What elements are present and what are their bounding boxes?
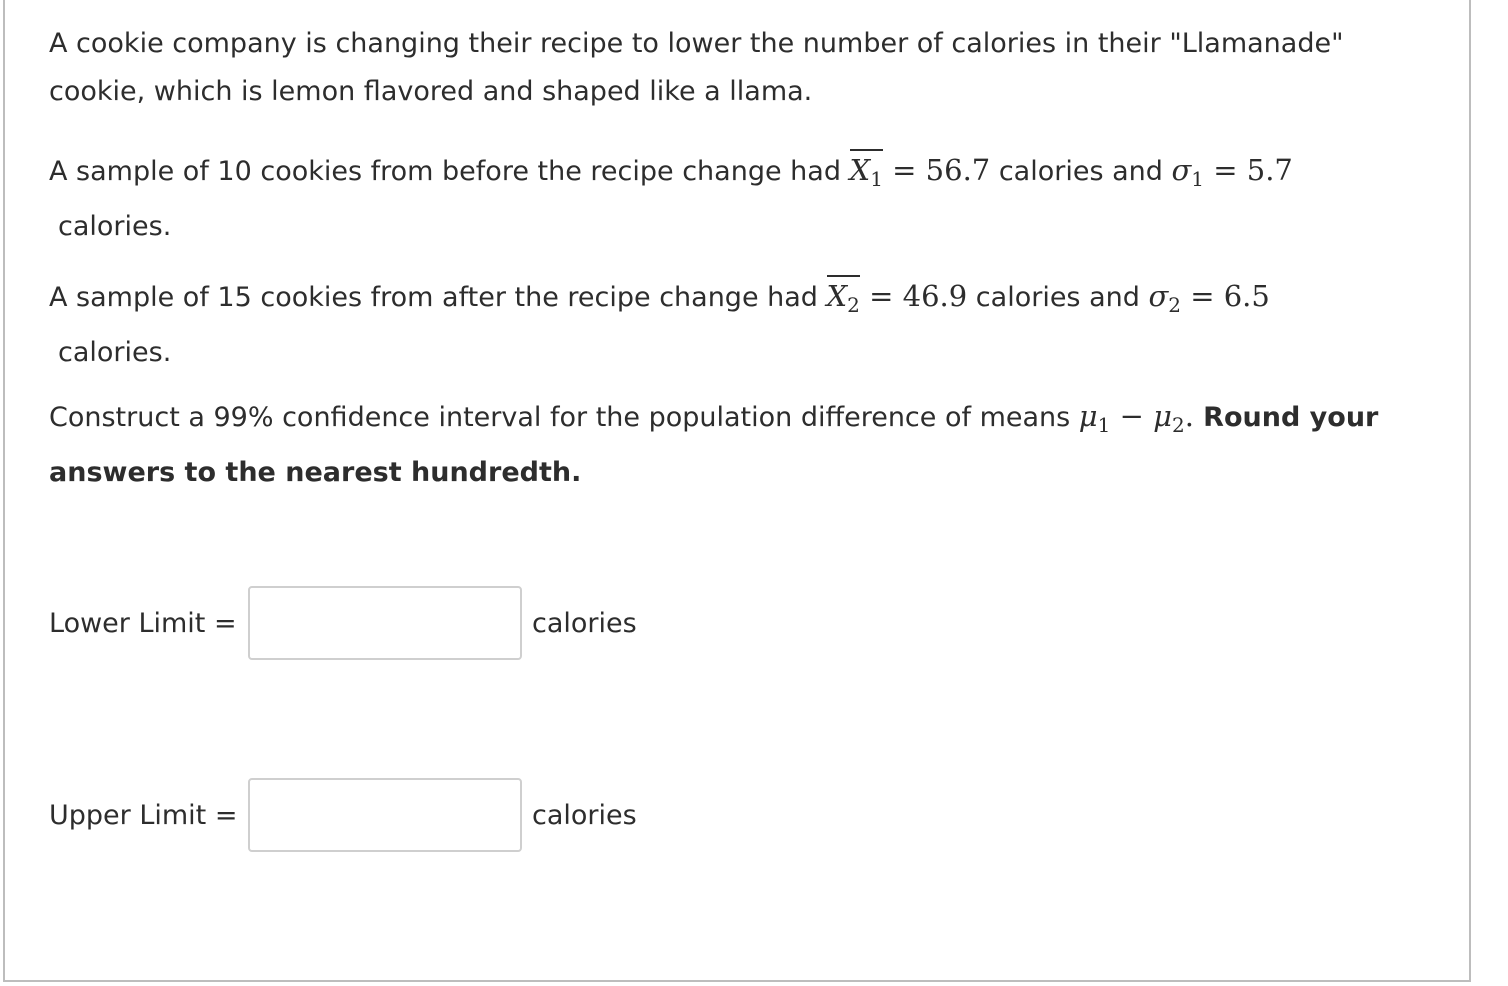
sample1-unit-line: calories. [58,211,172,242]
sample2-sd-sub: 2 [1168,293,1181,317]
sample1-mean-letter: X [849,153,871,187]
intro-line-2: cookie, which is lemon flavored and shaped like a llama. [49,76,813,107]
sample2-mean-symbol [827,275,860,322]
question-panel [3,0,1471,982]
sample1-paragraph [49,146,1293,251]
minus-sign: − [1110,399,1154,433]
mu2-sub: 2 [1172,413,1185,437]
intro-paragraph [49,20,1344,116]
sample1-line [49,146,1293,203]
task-paragraph [49,392,1378,497]
sample1-mean-expr [849,153,991,191]
upper-limit-unit: calories [532,799,637,831]
lower-limit-row [49,585,637,661]
sample2-middle: calories and [967,282,1149,313]
sample1-sd-expr [1171,153,1293,191]
sample1-sd-value: = 5.7 [1204,153,1293,187]
mu1-symbol: μ [1078,399,1098,433]
sample2-sd-expr [1148,279,1270,317]
upper-limit-row [49,777,637,853]
rounding-instruction-part2: answers to the nearest hundredth. [49,457,582,488]
sample1-mean-symbol [850,149,883,196]
task-prefix: Construct a 99% confidence interval for the population difference of means [49,402,1079,433]
sample1-sd-sub: 1 [1191,167,1205,191]
sample1-prefix: A sample of 10 cookies from before the recipe change had [49,156,850,187]
task-mean-difference [1078,399,1204,437]
sample2-sd-value: = 6.5 [1181,279,1270,313]
sample1-mean-sub: 1 [870,167,883,191]
lower-limit-input[interactable] [248,586,522,660]
sample2-mean-sub: 2 [847,293,860,317]
sample2-mean-letter: X [826,279,848,313]
sample2-mean-expr [826,279,968,317]
sample2-mean-value: = 46.9 [859,279,968,313]
task-line-1 [49,392,1378,449]
upper-limit-input[interactable] [248,778,522,852]
upper-limit-label: Upper Limit = [49,799,238,831]
sample2-line [49,272,1270,329]
intro-line-1: A cookie company is changing their recipe to lower the number of calories in their "Llamanade" [49,28,1344,59]
mu2-symbol: μ [1153,399,1172,433]
sample2-prefix: A sample of 15 cookies from after the recipe change had [49,282,827,313]
lower-limit-label: Lower Limit = [49,607,237,639]
rounding-instruction-part1: Round your [1203,402,1379,433]
mu1-sub: 1 [1097,413,1111,437]
sample1-middle: calories and [990,156,1172,187]
sample2-unit-line: calories. [58,337,172,368]
sample2-paragraph [49,272,1270,377]
task-period: . [1184,399,1204,433]
lower-limit-unit: calories [532,607,637,639]
sample1-sd-symbol: σ [1171,153,1192,187]
sample1-mean-value: = 56.7 [882,153,991,187]
sample2-sd-symbol: σ [1148,279,1169,313]
